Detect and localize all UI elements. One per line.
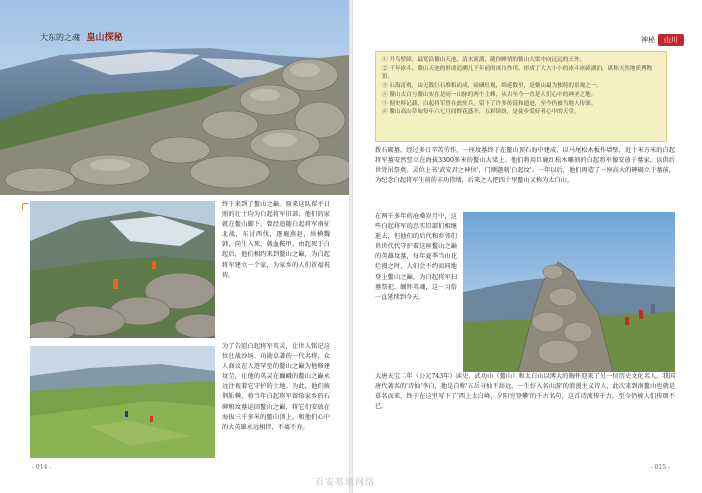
- issue-title: 皇山探秘: [86, 33, 123, 43]
- left-bottom-text: 为了告慰白起将军英灵，让世人铭记这位壮战沙场、功勋卓著的一代名将，众人商议在人迹罕至的鳌山之巅为他修建坟茔，让他的英灵在巍峨的鳌山之巅永远注视着它守护的土地。为此，他们披荆斩棘，将当年白起将军留给家乡的石碑和坟墓运回鳌山之巅，将它们安放在海拔三千多米的鳌山顶上，和他们心中的大英雄永远相伴，不离不弃。: [222, 343, 330, 431]
- right-bottom-text: 大唐天宝二年（公元743年）读史，武功山（鳌山）和太白山以博大的胸怀迎来了另一位历史文化名人。我国唐代著名的'诗仙'李白，他是自称'五岳寻仙不辞远，一生好入名山游'的浪漫主义诗人，此次来到南鳌山也就是慕名而来，终于在这里写下了'西上太白峰，夕阳穷登攀'的千古名句，这首诗流传千古，至今仍被人们传颂不已。: [375, 373, 675, 411]
- left-column-text: 终于来到了鳌山之巅。原来这队留平日照的壮士均为白起将军旧部，他们的家就在鳌山脚下，曾经追随白起将军南征北战，东讨西伐，逐鹿燕赵，纵横魏韩，尚生入死，戟血鞍甲。由起死于白起后，他们相约来到鳌山之巅，为白起将军建立一个家，为家乡的人们祈福祝祷。: [222, 201, 330, 279]
- notes-box: [375, 51, 667, 142]
- right-header: [641, 34, 684, 46]
- hikers-on-ridge-photo: [30, 201, 215, 338]
- right-header-chip: 山川: [658, 34, 684, 46]
- right-page-number: - 015 -: [650, 464, 670, 471]
- right-page: [353, 0, 702, 493]
- watermark: 百安墓地网络: [315, 478, 376, 488]
- note-1: ① 升鸟壁障，最宽沿鳌山天池，清水流淌，随你睡情的鳌山大梁中向远远的天外。: [382, 57, 586, 63]
- note-5: ⑤ 据史料记载，白起将军曾在此驻兵，留下了许多传说和遗迹，至今仍被当地人传颂。: [382, 100, 597, 107]
- series-label: 大东的之魂: [40, 33, 80, 42]
- note-4: ④ 鳌山太白与鳌山实在是同一山脉的两个主峰，从古至今一直是人们心中的神圣之地。: [382, 91, 597, 98]
- note-2: ② 千年冰斗，鳌山天池的形成追溯几千年前的冰川作用，形成了大大小小的冰斗冰碛湖泊，堪称天然地质博物馆。: [382, 65, 653, 81]
- left-page-number: - 014 -: [32, 464, 52, 471]
- note-6: ⑥ 鳌山高山草甸每年六七月间野花盛开，五彩缤纷，是徒步爱好者心中的天堂。: [382, 109, 580, 116]
- series-header: [40, 30, 123, 43]
- alpine-meadow-photo: [30, 346, 215, 458]
- right-main-text: 拨石砌墓，经过多日辛苦劳作，一座坟墓终于在鳌山顶石海中建成，以马尾松木板作墙壁，近十米方米的白起将军墓安然竖立在海拔3300多米的鳌山大梁上。他们将用巨鹿红松木雕刻的白起将军像安放于墓家，以供后世凭吊祭奠。灵位上书'武安君之神位'，门额题刻'白起坟'。一年以后，他们再造了一座高大的碑碣立于墓前，为纪念白起将军生前的丰功伟绩，后来之人把四十里鳌山又称为太白山。: [375, 147, 675, 185]
- note-3: ③ 石海奇观，由无数巨石堆积而成，磅礴壮观，绵延数里，是鳌山最为独特的景观之一。: [382, 83, 602, 90]
- right-header-label: 神秘: [641, 36, 655, 44]
- corner-ornament: [22, 203, 29, 210]
- rocky-peak-hikers-photo: [463, 212, 675, 372]
- left-page: [0, 0, 349, 493]
- right-mid-text: 在两千多年的沧桑岁月中，这些白起将军的忠实旧部们相继逝去，但他们的后代和乡邻们世世代代守护着这座鳌山之巅的英雄坟墓，每年夏季当山花烂漫之时，人们会不约而同地登上鳌山之巅，为白起将军扫墓祭祀，缅怀英魂，这一习俗一直延续到今天。: [375, 213, 457, 301]
